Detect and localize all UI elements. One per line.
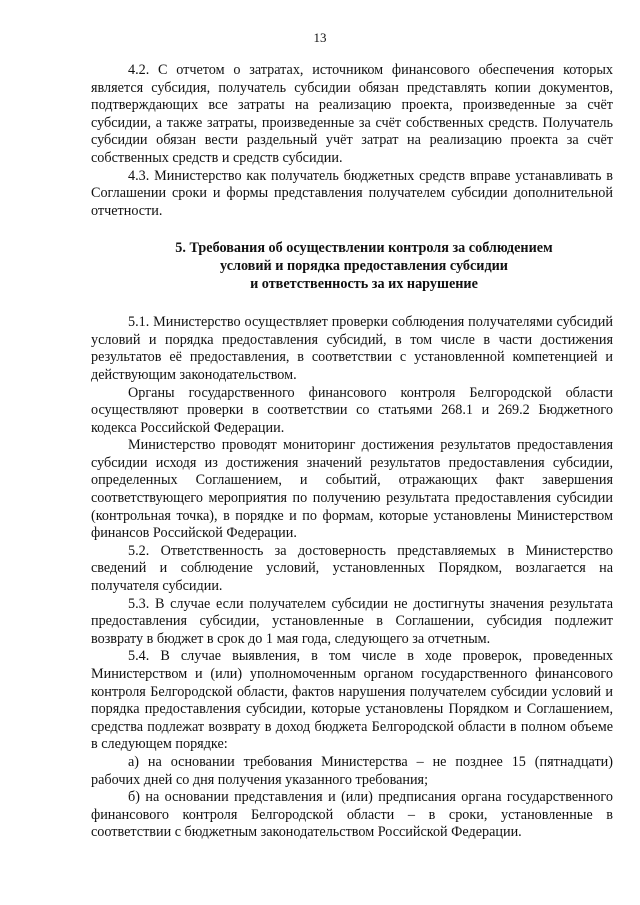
paragraph-5-4: 5.4. В случае выявления, в том числе в ходе проверок, проведенных Министерством и (или) уполномоченным органом государственного финансового контроля Белгородской области, фактов нарушения получателем субсидии условий и порядка предоставления субсидии, которые установлены Порядком и Соглашением, средства подлежат возврату в доход бюджета Белгородской области в полном объеме в следующем порядке: <box>91 648 613 753</box>
paragraph-5-1: 5.1. Министерство осуществляет проверки соблюдения получателями субсидий условий и порядка предоставления субсидий, в том числе в части достижения результатов её предоставления, в соответствии с установленной компетенцией и действующим законодательством. <box>91 314 613 383</box>
paragraph-5-4-b: б) на основании представления и (или) предписания органа государственного финансового контроля Белгородской области – в сроки, установленные в соответствии с бюджетным законодательством Российской Федерации. <box>91 789 613 841</box>
section-heading-line: 5. Требования об осуществлении контроля за соблюдением <box>175 240 553 257</box>
paragraph-5-4-a: а) на основании требования Министерства – не позднее 15 (пятнадцати) рабочих дней со дня получения указанного требования; <box>91 753 613 788</box>
paragraph-4-3: 4.3. Министерство как получатель бюджетных средств вправе устанавливать в Соглашении сроки и формы представления получателем субсидии дополнительной отчетности. <box>91 167 613 219</box>
paragraph-4-2: 4.2. С отчетом о затратах, источником финансового обеспечения которых является субсидия, получатель субсидии обязан представлять копии документов, подтверждающих все затраты на реализацию проекта, произведенные за счёт субсидии, а также затраты, произведенные за счёт собственных средств. Получатель субсидии обязан вести раздельный учёт затрат на реализацию проекта за счёт собственных средств и средств субсидии. <box>91 62 613 166</box>
document-body <box>91 62 613 842</box>
section-heading <box>91 240 613 293</box>
paragraph-monitoring: Министерство проводят мониторинг достижения результатов предоставления субсидии исходя из достижения значений результатов предоставления субсидии, определенных Соглашением, и событий, отражающих факт завершения соответствующего мероприятия по получению результата предоставления субсидии (контрольная точка), в порядке и по формам, которые установлены Министерством финансов Российской Федерации. <box>91 437 613 542</box>
page-number: 13 <box>313 30 327 45</box>
paragraph-5-3: 5.3. В случае если получателем субсидии не достигнуты значения результата предоставления субсидии, установленные в Соглашении, субсидия подлежит возврату в бюджет в срок до 1 мая года, следующего за отчетным. <box>91 595 613 647</box>
paragraph-financial-control: Органы государственного финансового контроля Белгородской области осуществляют проверки в соответствии со статьями 268.1 и 269.2 Бюджетного кодекса Российской Федерации. <box>91 384 613 436</box>
section-heading-line: и ответственность за их нарушение <box>250 275 478 292</box>
paragraph-5-2: 5.2. Ответственность за достоверность представляемых в Министерство сведений и соблюдение условий, установленных Порядком, возлагается на получателя субсидии. <box>91 542 613 595</box>
section-heading-line: условий и порядка предоставления субсидии <box>220 257 508 274</box>
